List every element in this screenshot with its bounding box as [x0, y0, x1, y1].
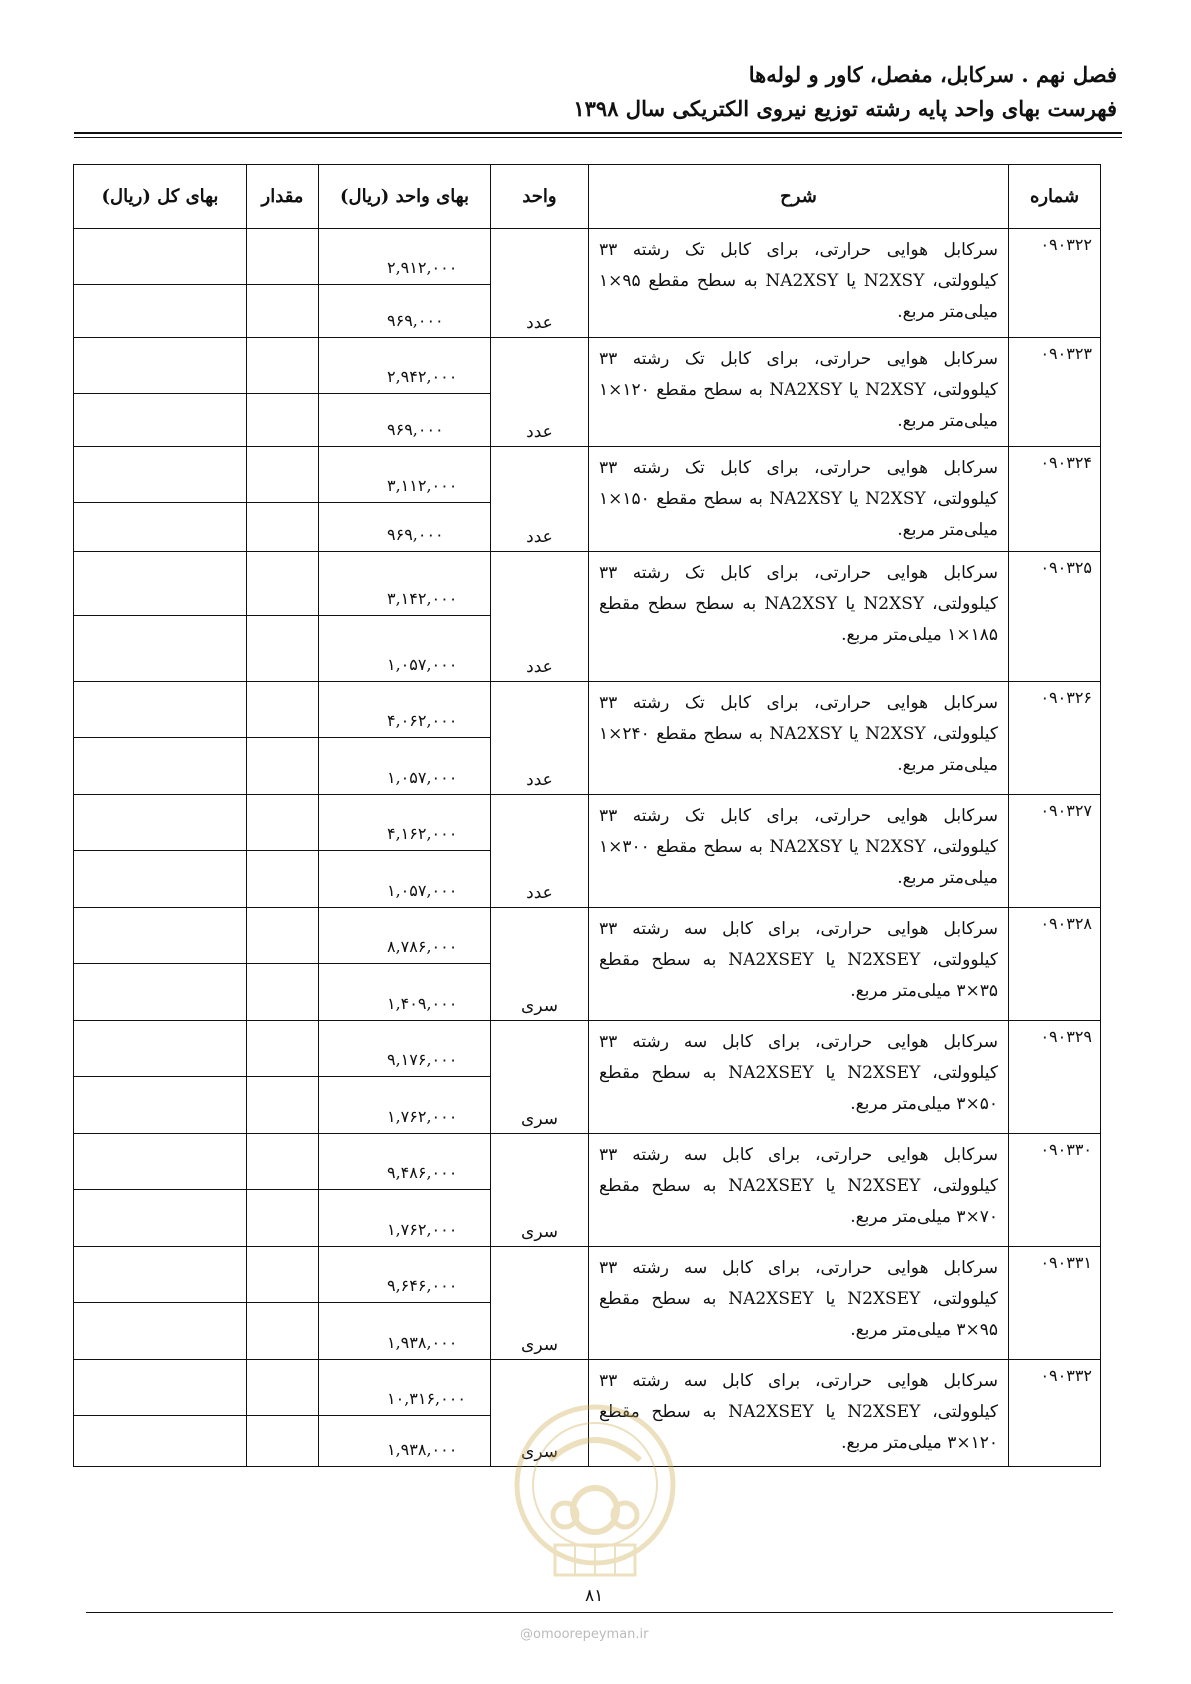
unit-price-secondary: ۱,۷۶۲,۰۰۰ [319, 1077, 491, 1134]
column-header-number: شماره [1009, 165, 1101, 229]
table-row [74, 682, 1101, 738]
unit-price-secondary: ۹۶۹,۰۰۰ [319, 394, 491, 447]
total-price-cell [74, 447, 247, 503]
table-row [74, 552, 1101, 616]
column-header-unit: واحد [491, 165, 589, 229]
item-number: ۰۹۰۳۳۱ [1009, 1247, 1101, 1360]
item-number: ۰۹۰۳۲۶ [1009, 682, 1101, 795]
quantity-cell [247, 795, 319, 851]
quantity-cell [247, 229, 319, 285]
quantity-cell [247, 1134, 319, 1190]
document-title: فهرست بهای واحد پایه رشته توزیع نیروی الکتریکی سال ۱۳۹۸ [573, 96, 1117, 121]
footer-rule [86, 1612, 1113, 1613]
total-price-cell [74, 552, 247, 616]
item-description: سرکابل هوایی حرارتی، برای کابل تک رشته ۳۳ کیلوولتی، N2XSY یا NA2XSY به سطح مقطع ۱۵۰×۱ میلی‌متر مربع. [589, 447, 1009, 552]
item-number: ۰۹۰۳۲۲ [1009, 229, 1101, 338]
table-row [74, 229, 1101, 285]
gear-seal-icon [510, 1400, 680, 1590]
unit-price-secondary: ۹۶۹,۰۰۰ [319, 503, 491, 552]
item-number: ۰۹۰۳۲۴ [1009, 447, 1101, 552]
item-unit: عدد [491, 338, 589, 447]
column-header-unit-price: بهای واحد (ریال) [319, 165, 491, 229]
item-number: ۰۹۰۳۲۹ [1009, 1021, 1101, 1134]
quantity-cell [247, 552, 319, 616]
unit-price-primary: ۹,۶۴۶,۰۰۰ [319, 1247, 491, 1303]
header-rule-thin [74, 137, 1122, 138]
total-price-cell [74, 1416, 247, 1467]
item-number: ۰۹۰۳۲۷ [1009, 795, 1101, 908]
quantity-cell [247, 1303, 319, 1360]
item-description: سرکابل هوایی حرارتی، برای کابل تک رشته ۳۳ کیلوولتی، N2XSY یا NA2XSY به سطح مقطع ۲۴۰×۱ میلی‌متر مربع. [589, 682, 1009, 795]
total-price-cell [74, 229, 247, 285]
item-unit: عدد [491, 447, 589, 552]
item-number: ۰۹۰۳۲۵ [1009, 552, 1101, 682]
total-price-cell [74, 908, 247, 964]
unit-price-secondary: ۱,۹۳۸,۰۰۰ [319, 1303, 491, 1360]
unit-price-secondary: ۱,۷۶۲,۰۰۰ [319, 1190, 491, 1247]
item-description: سرکابل هوایی حرارتی، برای کابل سه رشته ۳۳ کیلوولتی، N2XSEY یا NA2XSEY به سطح مقطع ۳۵×۳ میلی‌متر مربع. [589, 908, 1009, 1021]
quantity-cell [247, 394, 319, 447]
quantity-cell [247, 682, 319, 738]
quantity-cell [247, 738, 319, 795]
total-price-cell [74, 795, 247, 851]
quantity-cell [247, 503, 319, 552]
quantity-cell [247, 338, 319, 394]
unit-price-secondary: ۱,۰۵۷,۰۰۰ [319, 851, 491, 908]
total-price-cell [74, 1077, 247, 1134]
unit-price-secondary: ۱,۴۰۹,۰۰۰ [319, 964, 491, 1021]
column-header-description: شرح [589, 165, 1009, 229]
unit-price-primary: ۸,۷۸۶,۰۰۰ [319, 908, 491, 964]
page-number: ۸۱ [585, 1586, 604, 1606]
unit-price-primary: ۹,۴۸۶,۰۰۰ [319, 1134, 491, 1190]
item-unit: سری [491, 1360, 589, 1467]
item-number: ۰۹۰۳۲۸ [1009, 908, 1101, 1021]
total-price-cell [74, 964, 247, 1021]
total-price-cell [74, 1303, 247, 1360]
item-unit: عدد [491, 552, 589, 682]
unit-price-secondary: ۱,۹۳۸,۰۰۰ [319, 1416, 491, 1467]
quantity-cell [247, 285, 319, 338]
item-description: سرکابل هوایی حرارتی، برای کابل تک رشته ۳۳ کیلوولتی، N2XSY یا NA2XSY به سطح سطح مقطع ۱۸۵×۱ میلی‌متر مربع. [589, 552, 1009, 682]
table-body [74, 229, 1101, 1467]
quantity-cell [247, 1077, 319, 1134]
table-row [74, 908, 1101, 964]
unit-price-secondary: ۹۶۹,۰۰۰ [319, 285, 491, 338]
table-row [74, 447, 1101, 503]
item-description: سرکابل هوایی حرارتی، برای کابل تک رشته ۳۳ کیلوولتی، N2XSY یا NA2XSY به سطح مقطع ۳۰۰×۱ میلی‌متر مربع. [589, 795, 1009, 908]
website-watermark: @omoorepeyman.ir [520, 1627, 649, 1642]
item-unit: سری [491, 908, 589, 1021]
quantity-cell [247, 447, 319, 503]
item-description: سرکابل هوایی حرارتی، برای کابل سه رشته ۳۳ کیلوولتی، N2XSEY یا NA2XSEY به سطح مقطع ۵۰×۳ میلی‌متر مربع. [589, 1021, 1009, 1134]
total-price-cell [74, 851, 247, 908]
table-row [74, 1134, 1101, 1190]
item-unit: سری [491, 1247, 589, 1360]
table-row [74, 1247, 1101, 1303]
quantity-cell [247, 1190, 319, 1247]
chapter-title: فصل نهم . سرکابل، مفصل، کاور و لوله‌ها [748, 62, 1117, 87]
item-number: ۰۹۰۳۳۰ [1009, 1134, 1101, 1247]
unit-price-primary: ۲,۹۱۲,۰۰۰ [319, 229, 491, 285]
total-price-cell [74, 616, 247, 682]
item-description: سرکابل هوایی حرارتی، برای کابل تک رشته ۳۳ کیلوولتی، N2XSY یا NA2XSY به سطح مقطع ۹۵×۱ میلی‌متر مربع. [589, 229, 1009, 338]
item-description: سرکابل هوایی حرارتی، برای کابل سه رشته ۳۳ کیلوولتی، N2XSEY یا NA2XSEY به سطح مقطع ۱۲۰×۳ میلی‌متر مربع. [589, 1360, 1009, 1467]
total-price-cell [74, 285, 247, 338]
item-description: سرکابل هوایی حرارتی، برای کابل تک رشته ۳۳ کیلوولتی، N2XSY یا NA2XSY به سطح مقطع ۱۲۰×۱ میلی‌متر مربع. [589, 338, 1009, 447]
item-number: ۰۹۰۳۳۲ [1009, 1360, 1101, 1467]
unit-price-primary: ۱۰,۳۱۶,۰۰۰ [319, 1360, 491, 1416]
unit-price-secondary: ۱,۰۵۷,۰۰۰ [319, 616, 491, 682]
quantity-cell [247, 964, 319, 1021]
table-row [74, 338, 1101, 394]
total-price-cell [74, 1360, 247, 1416]
quantity-cell [247, 1247, 319, 1303]
total-price-cell [74, 503, 247, 552]
total-price-cell [74, 338, 247, 394]
unit-price-secondary: ۱,۰۵۷,۰۰۰ [319, 738, 491, 795]
table-header-row [74, 165, 1101, 229]
price-table [73, 164, 1101, 1467]
unit-price-primary: ۴,۱۶۲,۰۰۰ [319, 795, 491, 851]
unit-price-primary: ۳,۱۱۲,۰۰۰ [319, 447, 491, 503]
total-price-cell [74, 682, 247, 738]
unit-price-primary: ۳,۱۴۲,۰۰۰ [319, 552, 491, 616]
total-price-cell [74, 1190, 247, 1247]
item-number: ۰۹۰۳۲۳ [1009, 338, 1101, 447]
item-unit: سری [491, 1021, 589, 1134]
item-description: سرکابل هوایی حرارتی، برای کابل سه رشته ۳۳ کیلوولتی، N2XSEY یا NA2XSEY به سطح مقطع ۹۵×۳ میلی‌متر مربع. [589, 1247, 1009, 1360]
table-row [74, 1021, 1101, 1077]
total-price-cell [74, 394, 247, 447]
page-header [573, 58, 1117, 126]
header-rule-thick [74, 132, 1122, 134]
total-price-cell [74, 1134, 247, 1190]
quantity-cell [247, 1360, 319, 1416]
unit-price-primary: ۹,۱۷۶,۰۰۰ [319, 1021, 491, 1077]
item-unit: سری [491, 1134, 589, 1247]
column-header-quantity: مقدار [247, 165, 319, 229]
item-unit: عدد [491, 795, 589, 908]
item-unit: عدد [491, 229, 589, 338]
table-row [74, 795, 1101, 851]
column-header-total-price: بهای کل (ریال) [74, 165, 247, 229]
unit-price-primary: ۲,۹۴۲,۰۰۰ [319, 338, 491, 394]
unit-price-primary: ۴,۰۶۲,۰۰۰ [319, 682, 491, 738]
item-description: سرکابل هوایی حرارتی، برای کابل سه رشته ۳۳ کیلوولتی، N2XSEY یا NA2XSEY به سطح مقطع ۷۰×۳ میلی‌متر مربع. [589, 1134, 1009, 1247]
quantity-cell [247, 908, 319, 964]
total-price-cell [74, 1021, 247, 1077]
total-price-cell [74, 738, 247, 795]
quantity-cell [247, 616, 319, 682]
item-unit: عدد [491, 682, 589, 795]
quantity-cell [247, 851, 319, 908]
quantity-cell [247, 1416, 319, 1467]
quantity-cell [247, 1021, 319, 1077]
total-price-cell [74, 1247, 247, 1303]
